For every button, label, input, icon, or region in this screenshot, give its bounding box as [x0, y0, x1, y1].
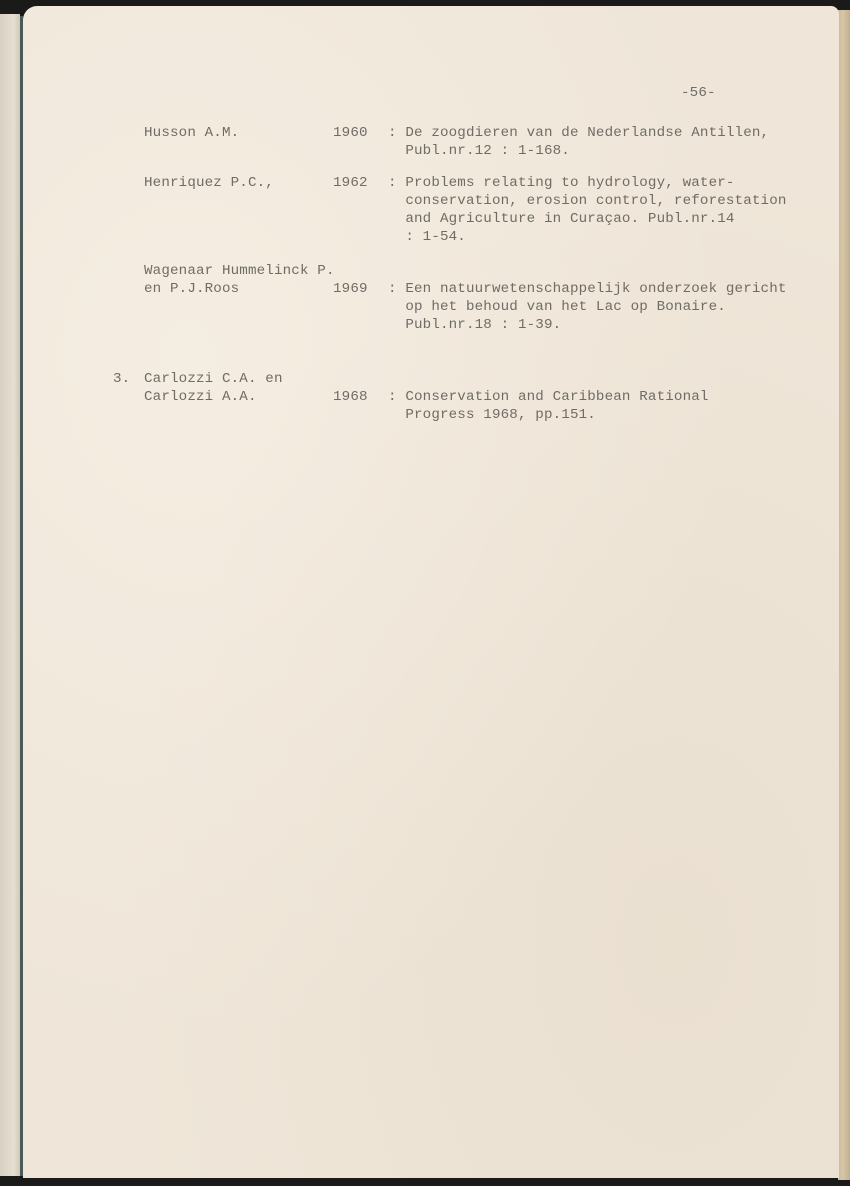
entry-description: : Problems relating to hydrology, water- — [388, 175, 735, 191]
page-number: -56- — [681, 85, 716, 101]
entry-author: en P.J.Roos — [144, 281, 240, 297]
entry-author: Carlozzi C.A. en — [144, 371, 283, 387]
entry-description: op het behoud van het Lac op Bonaire. — [388, 299, 726, 315]
entry-year: 1962 — [333, 175, 368, 191]
entry-year: 1968 — [333, 389, 368, 405]
left-page-edge — [0, 14, 20, 1176]
entry-number: 3. — [113, 371, 131, 387]
entry-author: Carlozzi A.A. — [144, 389, 257, 405]
entry-year: 1960 — [333, 125, 368, 141]
entry-description: : Een natuurwetenschappelijk onderzoek gericht — [388, 281, 787, 297]
entry-author: Wagenaar Hummelinck P. — [144, 263, 335, 279]
entry-description: and Agriculture in Curaçao. Publ.nr.14 — [388, 211, 735, 227]
entry-description: : 1-54. — [388, 229, 466, 245]
entry-description: Publ.nr.18 : 1-39. — [388, 317, 562, 333]
entry-description: : De zoogdieren van de Nederlandse Antillen, — [388, 125, 770, 141]
entry-description: Progress 1968, pp.151. — [388, 407, 596, 423]
entry-author: Husson A.M. — [144, 125, 240, 141]
entry-description: conservation, erosion control, reforestation — [388, 193, 787, 209]
entry-year: 1969 — [333, 281, 368, 297]
entry-description: Publ.nr.12 : 1-168. — [388, 143, 570, 159]
entry-description: : Conservation and Caribbean Rational — [388, 389, 709, 405]
entry-author: Henriquez P.C., — [144, 175, 274, 191]
page — [23, 6, 839, 1178]
right-page-stack-edge — [838, 10, 850, 1180]
